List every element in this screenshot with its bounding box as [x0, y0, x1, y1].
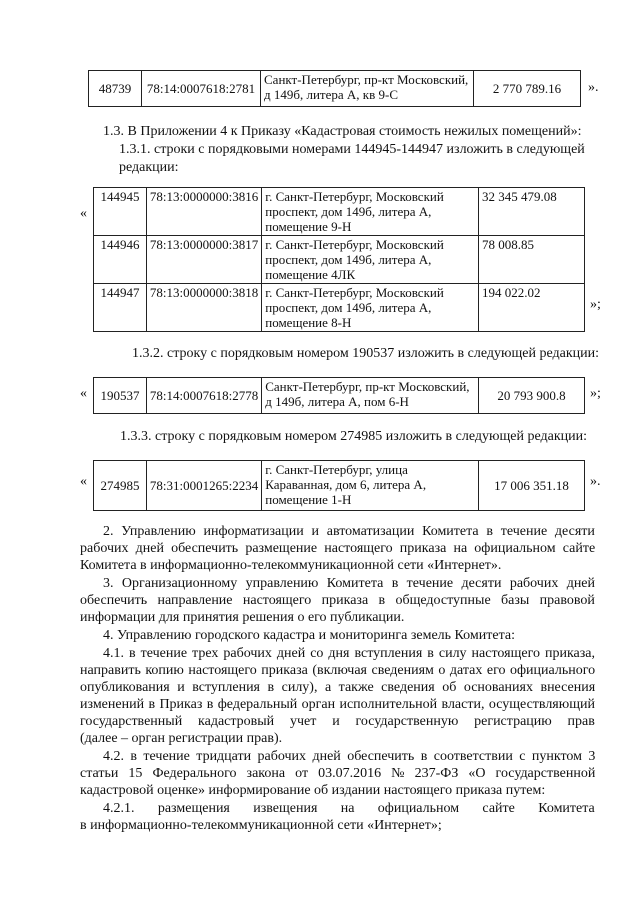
cell-cadastral: 78:14:0007618:2778: [146, 378, 261, 414]
subsection-1-3-1: 1.3.1. строки с порядковыми номерами 144945-144947 изложить в следующей: [119, 142, 585, 157]
cell-num: 144946: [94, 236, 147, 284]
para-4-2-1-line: в информационно-телекоммуникационной сети «Интернет»;: [80, 818, 442, 833]
cell-address: [262, 461, 479, 511]
cell-value: 78 008.85: [478, 236, 584, 284]
address-line: помещение 4ЛК: [265, 267, 356, 282]
para-4-1-line: 4.1. в течение трех рабочих дней со дня вступления в силу настоящего приказа,: [103, 646, 596, 661]
cell-address: [262, 188, 479, 236]
para-2-line: Комитета в информационно-телекоммуникационной сети «Интернет».: [80, 558, 502, 573]
cell-address: [262, 284, 479, 332]
cell-num: 144947: [94, 284, 147, 332]
address-line: проспект, дом 149б, литера А,: [265, 204, 432, 219]
address-line: проспект, дом 149б, литера А,: [265, 300, 432, 315]
table-row: [94, 236, 585, 284]
address-line: Санкт-Петербург, пр-кт Московский,: [265, 379, 470, 394]
cell-value: 20 793 900.8: [479, 378, 585, 414]
para-4-1-line: опубликования и вступления в силу), а также сведения об основаниях внесения: [80, 680, 596, 695]
para-4-1-line: изменений в Приказ в федеральный орган исполнительной власти, осуществляющий: [80, 697, 595, 712]
address-line: помещение 9-Н: [265, 219, 352, 234]
address-line: Караванная, дом 6, литера А,: [265, 477, 427, 492]
para-4-1-line: государственный кадастровый учет и государственную регистрацию прав: [80, 714, 595, 729]
open-quote: «: [80, 206, 87, 221]
open-quote: «: [80, 474, 87, 489]
address-line: помещение 1-Н: [265, 492, 352, 507]
para-4-2-line: кадастровой оценке» информирование об издании настоящего приказа путем:: [80, 783, 546, 798]
para-4-1-line: направить копию настоящего приказа (включая сведениям о датах его официального: [80, 663, 596, 678]
table-mid: [93, 187, 585, 332]
para-4-2-1-line: 4.2.1. размещения извещения на официальном сайте Комитета: [103, 801, 595, 816]
table-row: [89, 71, 581, 107]
close-quote: »;: [590, 386, 601, 401]
subsection-1-3-1-cont: редакции:: [119, 160, 179, 175]
cell-cadastral: 78:14:0007618:2781: [142, 71, 261, 107]
subsection-1-3-2: 1.3.2. строку с порядковым номером 190537 изложить в следующей редакции:: [132, 346, 600, 361]
cell-value: 17 006 351.18: [478, 461, 584, 511]
table-row: [94, 378, 585, 414]
cell-cadastral: 78:13:0000000:3816: [146, 188, 261, 236]
para-2-line: рабочих дней обеспечить размещение настоящего приказа на официальном сайте: [80, 541, 596, 556]
para-2-line: 2. Управлению информатизации и автоматизации Комитета в течение десяти: [103, 524, 595, 539]
table-2: [93, 377, 585, 414]
cell-address: [262, 236, 479, 284]
address-line: проспект, дом 149б, литера А,: [265, 252, 432, 267]
cell-value: 194 022.02: [478, 284, 584, 332]
table-3: [93, 460, 585, 511]
table-top: [88, 70, 581, 107]
cell-cadastral: 78:13:0000000:3817: [146, 236, 261, 284]
table-row: [94, 188, 585, 236]
para-4-2-line: 4.2. в течение тридцати рабочих дней обеспечить в соответствии с пунктом 3: [103, 749, 596, 764]
cell-cadastral: 78:31:0001265:2234: [146, 461, 261, 511]
cell-cadastral: 78:13:0000000:3818: [146, 284, 261, 332]
cell-value: 2 770 789.16: [474, 71, 581, 107]
cell-address: [262, 378, 479, 414]
cell-value: 32 345 479.08: [478, 188, 584, 236]
para-4-line: 4. Управлению городского кадастра и мониторинга земель Комитета:: [103, 628, 515, 643]
open-quote: «: [80, 386, 87, 401]
cell-num: 48739: [89, 71, 142, 107]
address-line: д 149б, литера А, кв 9-С: [264, 87, 398, 102]
para-3-line: обеспечить направление настоящего приказа в общедоступные базы правовой: [80, 593, 595, 608]
para-3-line: 3. Организационному управлению Комитета в течение десяти рабочих дней: [103, 576, 596, 591]
close-quote: »;: [590, 297, 601, 312]
address-line: г. Санкт-Петербург, Московский: [265, 285, 444, 300]
cell-num: 144945: [94, 188, 147, 236]
para-3-line: информации для принятия решения о его публикации.: [80, 610, 405, 625]
subsection-1-3-3: 1.3.3. строку с порядковым номером 274985 изложить в следующей редакции:: [120, 429, 588, 444]
cell-num: 274985: [94, 461, 147, 511]
address-line: г. Санкт-Петербург, улица: [265, 462, 408, 477]
address-line: Санкт-Петербург, пр-кт Московский,: [264, 72, 469, 87]
close-quote: ».: [590, 474, 601, 489]
table-row: [94, 461, 585, 511]
para-4-1-line: (далее – орган регистрации прав).: [80, 731, 283, 746]
table-row: [94, 284, 585, 332]
address-line: г. Санкт-Петербург, Московский: [265, 189, 444, 204]
close-quote: ».: [588, 80, 599, 95]
para-4-2-line: статьи 15 Федерального закона от 03.07.2016 № 237-ФЗ «О государственной: [80, 766, 596, 781]
address-line: помещение 8-Н: [265, 315, 352, 330]
cell-address: [261, 71, 474, 107]
address-line: г. Санкт-Петербург, Московский: [265, 237, 444, 252]
cell-num: 190537: [94, 378, 147, 414]
address-line: д 149б, литера А, пом 6-Н: [265, 394, 409, 409]
section-1-3-heading: 1.3. В Приложении 4 к Приказу «Кадастровая стоимость нежилых помещений»:: [103, 124, 582, 139]
